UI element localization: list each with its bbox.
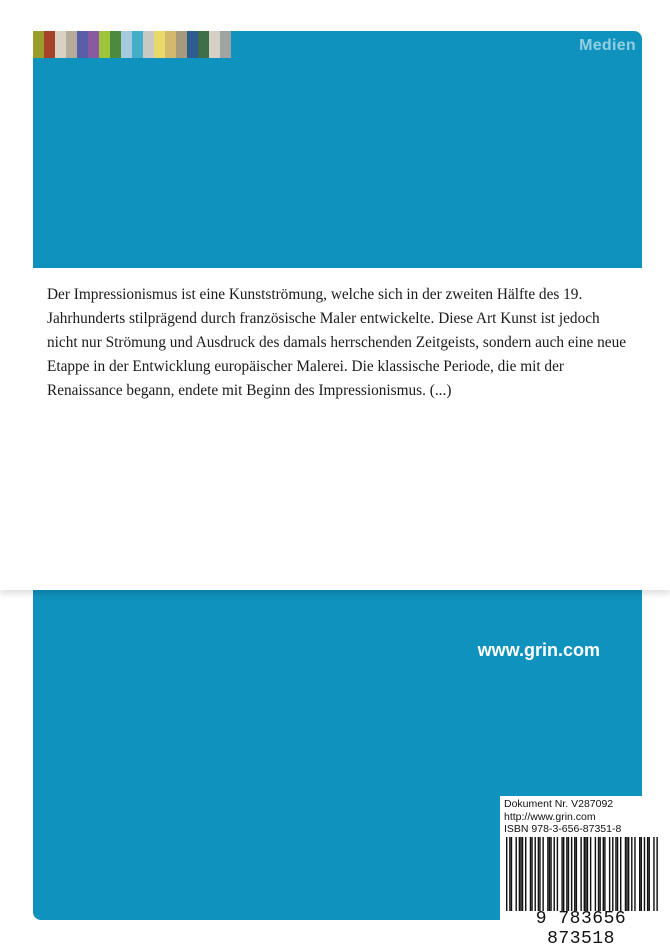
color-stripe xyxy=(66,31,77,58)
barcode-bar xyxy=(590,837,591,911)
color-stripe xyxy=(165,31,176,58)
barcode-bar xyxy=(631,837,632,911)
barcode-bar xyxy=(574,837,575,911)
barcode-bar xyxy=(520,837,521,911)
color-stripe xyxy=(176,31,187,58)
barcode-bar xyxy=(563,837,564,911)
barcode-bar xyxy=(554,837,555,911)
barcode-bar xyxy=(571,837,572,911)
barcode-bar xyxy=(547,837,548,911)
barcode-bar xyxy=(587,837,588,911)
barcode-bar xyxy=(530,837,531,911)
barcode-bar xyxy=(615,837,616,911)
barcode-bar xyxy=(522,837,523,911)
barcode-bar xyxy=(542,837,543,911)
barcode-bar xyxy=(568,837,569,911)
color-stripe xyxy=(77,31,88,58)
barcode-bar xyxy=(566,837,567,911)
barcode-bar xyxy=(620,837,621,911)
barcode-panel xyxy=(500,796,662,949)
barcode-bar xyxy=(519,837,520,911)
barcode-bar xyxy=(531,837,532,911)
barcode-digits: 9 783656 873518 xyxy=(535,909,627,949)
book-blurb: Der Impressionismus ist eine Kunstströmung, welche sich in der zweiten Hälfte des 19. Jahrhunderts stilprägend durch französische Maler entwickelte. Diese Art Kunst ist jedoch nicht nur Strömung und Ausdruck des damals herrschenden Zeitgeists, sondern auch eine neue Etappe in der Entwicklung europäischer Malerei. Die klassische Periode, die mit der Renaissance begann, endete mit Beginn des Impressionismus. (...) xyxy=(47,286,627,399)
color-stripe xyxy=(110,31,121,58)
barcode-bar xyxy=(511,837,512,911)
color-stripe xyxy=(44,31,55,58)
barcode-bar xyxy=(576,837,577,911)
barcode-bar xyxy=(509,837,510,911)
barcode-bar xyxy=(634,837,635,911)
color-stripe xyxy=(187,31,198,58)
barcode-bar xyxy=(628,837,629,911)
document-number: Dokument Nr. V287092 xyxy=(504,798,614,810)
color-stripe xyxy=(55,31,66,58)
publisher-website[interactable]: www.grin.com xyxy=(477,640,600,660)
barcode-bar xyxy=(561,837,562,911)
barcode-bar xyxy=(617,837,618,911)
color-stripe xyxy=(209,31,220,58)
barcode-bar xyxy=(604,837,605,911)
color-stripe xyxy=(198,31,209,58)
color-stripe xyxy=(220,31,231,58)
barcode-bar xyxy=(625,837,626,911)
barcode-bar xyxy=(603,837,604,911)
barcode-bar xyxy=(549,837,550,911)
barcode-bar xyxy=(641,837,642,911)
color-stripe xyxy=(132,31,143,58)
barcode-bar xyxy=(647,837,648,911)
barcode-bar xyxy=(585,837,586,911)
barcode-bar xyxy=(598,837,599,911)
barcode-bar xyxy=(644,837,645,911)
barcode-bar xyxy=(656,837,657,911)
barcode-bar xyxy=(626,837,627,911)
barcode-bar xyxy=(653,837,654,911)
isbn-text: ISBN 978-3-656-87351-8 xyxy=(504,823,622,835)
barcode-bar xyxy=(649,837,650,911)
barcode-url: http://www.grin.com xyxy=(504,810,596,823)
color-stripe xyxy=(88,31,99,58)
barcode-bar xyxy=(525,837,526,911)
barcode-bar xyxy=(557,837,558,911)
barcode-bar xyxy=(612,837,613,911)
barcode-bar xyxy=(599,837,600,911)
barcode-bar xyxy=(595,837,596,911)
barcode-bar xyxy=(516,837,517,911)
color-stripe xyxy=(33,31,44,58)
color-stripe xyxy=(99,31,110,58)
barcode-bar xyxy=(639,837,640,911)
barcode-bar xyxy=(609,837,610,911)
barcode-bar xyxy=(584,837,585,911)
barcode-bar xyxy=(506,837,507,911)
barcode-bar xyxy=(550,837,551,911)
color-stripe xyxy=(154,31,165,58)
color-stripe xyxy=(121,31,132,58)
color-stripe-bar xyxy=(33,31,231,58)
category-label: Medien xyxy=(579,37,636,54)
barcode-bar xyxy=(539,837,540,911)
color-stripe xyxy=(143,31,154,58)
barcode-bar xyxy=(580,837,581,911)
barcode-bar xyxy=(535,837,536,911)
barcode-bar xyxy=(538,837,539,911)
barcode-bars xyxy=(506,837,658,911)
